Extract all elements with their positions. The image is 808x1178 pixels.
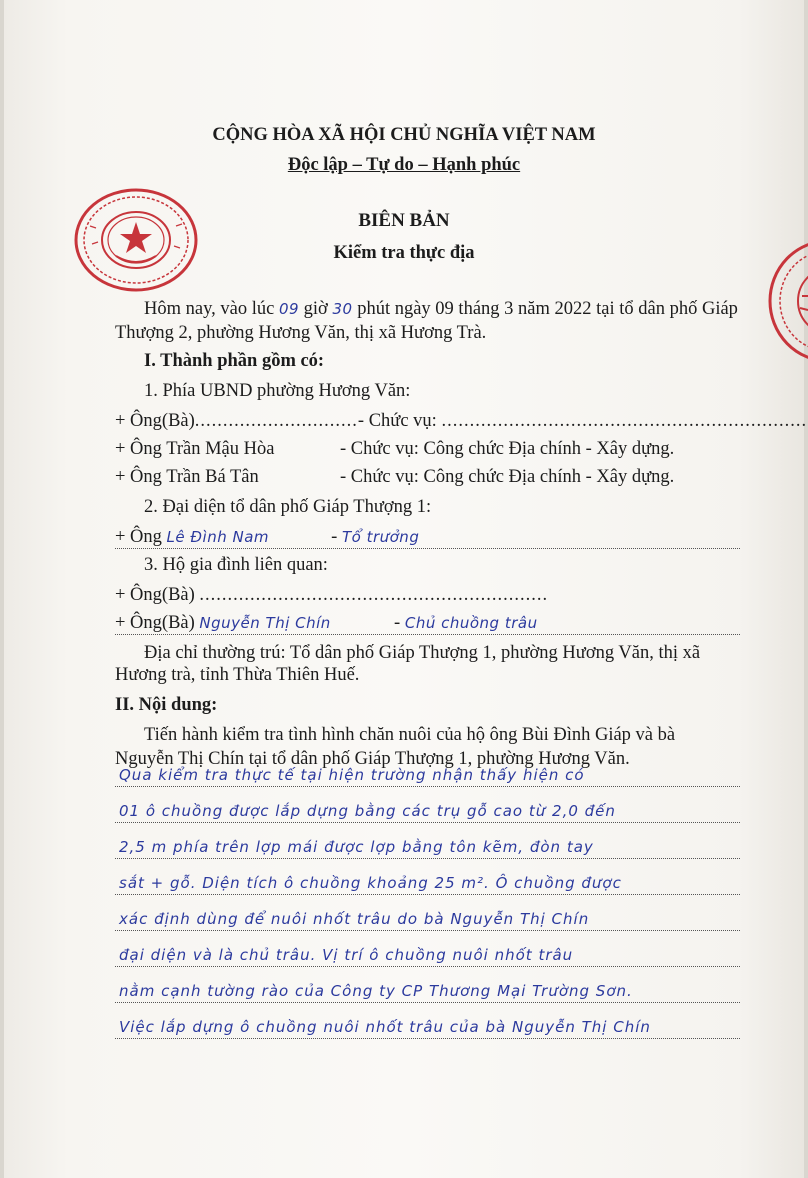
member-3-role: - Chức vụ: Công chức Địa chính - Xây dựng. xyxy=(340,467,675,487)
handwritten-line xyxy=(115,860,740,895)
handwritten-hh2-role: Chủ chuồng trâu xyxy=(404,614,538,632)
intro-text-b: giờ xyxy=(299,299,333,319)
hh2-label: + Ông(Bà) xyxy=(115,613,200,633)
content-line-1: Tiến hành kiểm tra tình hình chăn nuôi của hộ ông Bùi Đình Giáp và bà xyxy=(144,725,676,745)
handwritten-line xyxy=(115,1004,740,1039)
handwritten-rep-role: Tổ trưởng xyxy=(341,528,420,546)
hh2-separator: - xyxy=(389,613,405,633)
group-2-label: 2. Đại diện tổ dân phố Giáp Thượng 1: xyxy=(144,497,432,517)
handwritten-text: xác định dùng để nuôi nhốt trâu do bà Nguyễn Thị Chín xyxy=(119,910,590,928)
handwritten-line xyxy=(115,824,740,859)
member-2-name: + Ông Trần Mậu Hòa xyxy=(115,439,275,459)
blank-name-dots: ............................. xyxy=(194,411,358,431)
handwritten-text: nằm cạnh tường rào của Công ty CP Thương Mại Trường Sơn. xyxy=(119,982,633,1000)
handwritten-text: Qua kiểm tra thực tế tại hiện trường nhận thấy hiện có xyxy=(119,766,585,784)
handwritten-minute: 30 xyxy=(332,300,353,318)
rep-label: + Ông xyxy=(115,527,167,547)
handwritten-hour: 09 xyxy=(278,300,300,318)
country-heading: CỘNG HÒA XÃ HỘI CHỦ NGHĨA VIỆT NAM xyxy=(212,125,596,145)
member-label: + Ông(Bà) xyxy=(115,411,195,431)
handwritten-text: Việc lắp dựng ô chuồng nuôi nhốt trâu của bà Nguyễn Thị Chín xyxy=(119,1018,651,1036)
intro-text-a: Hôm nay, vào lúc xyxy=(144,299,279,319)
motto: Độc lập – Tự do – Hạnh phúc xyxy=(287,155,521,175)
handwritten-text: sắt + gỗ. Diện tích ô chuồng khoảng 25 m². Ô chuồng được xyxy=(119,874,622,892)
document-title: BIÊN BẢN xyxy=(358,210,450,231)
household-row-2 xyxy=(115,612,740,635)
member-2-role: - Chức vụ: Công chức Địa chính - Xây dựng. xyxy=(340,439,675,459)
handwritten-text: 01 ô chuồng được lắp dựng bằng các trụ gỗ cao từ 2,0 đến xyxy=(119,802,616,820)
section-1-heading: I. Thành phần gồm có: xyxy=(144,351,325,371)
household-row-1 xyxy=(115,584,548,606)
address-line-2: Hương trà, tỉnh Thừa Thiên Huế. xyxy=(115,665,360,685)
handwritten-line xyxy=(115,932,740,967)
official-seal-left xyxy=(72,186,200,294)
handwritten-text: đại diện và là chủ trâu. Vị trí ô chuồng nuôi nhốt trâu xyxy=(119,946,574,964)
member-row-blank xyxy=(115,410,807,432)
rep-separator: - xyxy=(326,527,342,547)
handwritten-text: 2,5 m phía trên lợp mái được lợp bằng tôn kẽm, đòn tay xyxy=(119,838,594,856)
group-1-label: 1. Phía UBND phường Hương Văn: xyxy=(144,381,411,401)
representative-row xyxy=(115,526,740,549)
handwritten-line xyxy=(115,788,740,823)
document-subtitle: Kiểm tra thực địa xyxy=(333,243,475,263)
handwritten-line xyxy=(115,968,740,1003)
content-line-2: Nguyễn Thị Chín tại tổ dân phố Giáp Thượng 1, phường Hương Văn. xyxy=(115,749,630,769)
section-2-heading: II. Nội dung: xyxy=(115,695,218,715)
handwritten-line xyxy=(115,896,740,931)
hh1-dots: .............................................................. xyxy=(199,585,549,605)
member-3-name: + Ông Trần Bá Tân xyxy=(115,467,259,487)
intro-line-2: Thượng 2, phường Hương Văn, thị xã Hương Trà. xyxy=(115,323,487,343)
hh1-label: + Ông(Bà) xyxy=(115,585,200,605)
group-3-label: 3. Hộ gia đình liên quan: xyxy=(144,555,328,575)
blank-role-dots: ................................................................. xyxy=(441,411,808,431)
intro-text-c: phút ngày 09 tháng 3 năm 2022 tại tổ dân phố Giáp xyxy=(352,299,738,319)
address-line-1: Địa chỉ thường trú: Tổ dân phố Giáp Thượng 1, phường Hương Văn, thị xã xyxy=(144,643,701,663)
handwritten-hh2-name: Nguyễn Thị Chín xyxy=(199,614,331,632)
handwritten-rep-name: Lê Đình Nam xyxy=(166,528,269,546)
handwritten-line xyxy=(115,752,740,787)
role-label: - Chức vụ: xyxy=(357,411,442,431)
intro-line-1 xyxy=(144,298,738,320)
